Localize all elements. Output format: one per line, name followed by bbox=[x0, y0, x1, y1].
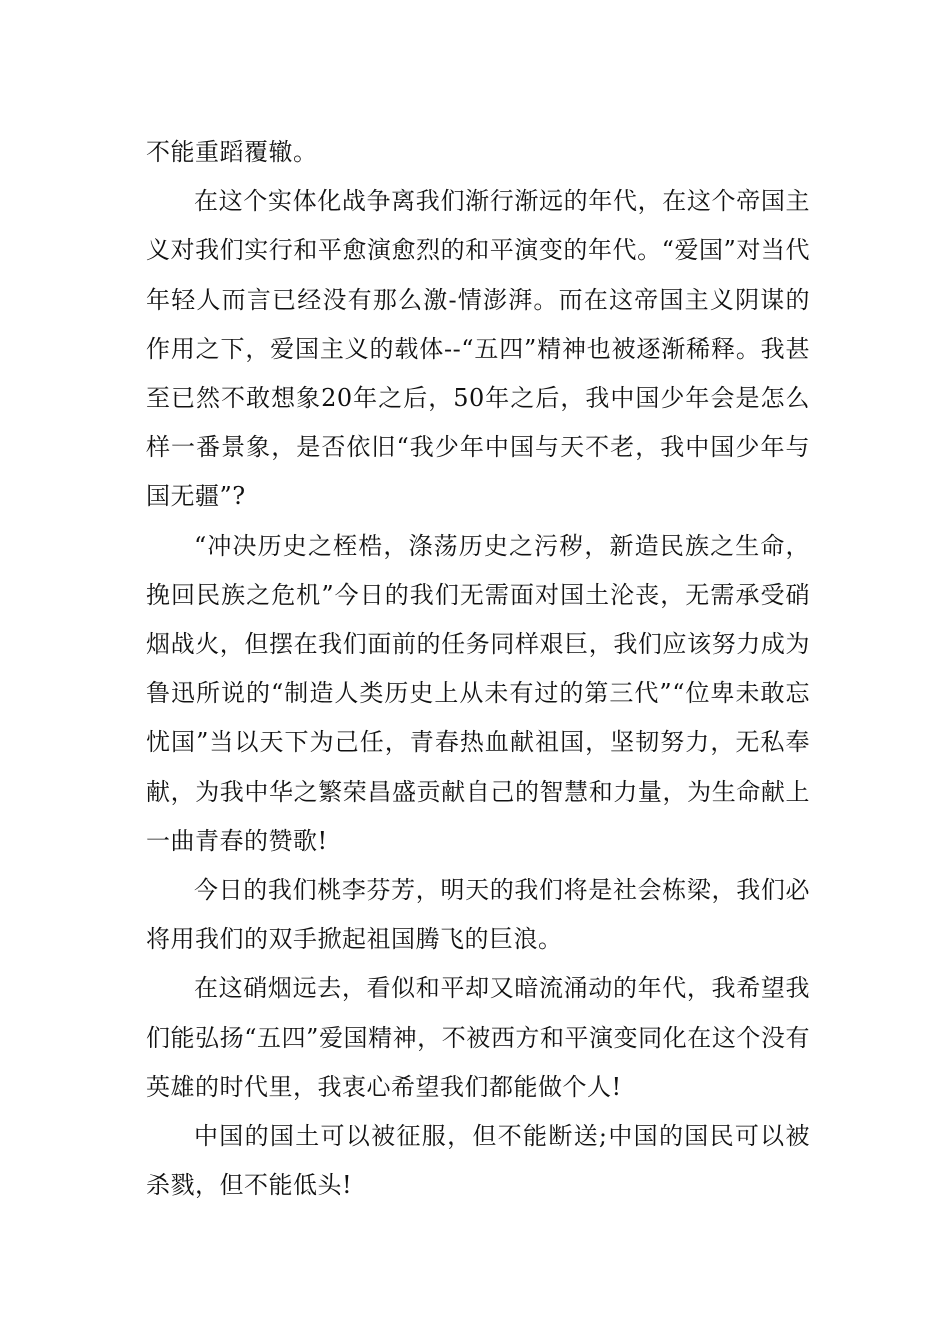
paragraph-closing: 中国的国土可以被征服，但不能断送;中国的国民可以被杀戮，但不能低头! bbox=[146, 1122, 810, 1200]
paragraph-future-pillars: 今日的我们桃李芬芳，明天的我们将是社会栋梁，我们必将用我们的双手掀起祖国腾飞的巨浪。 bbox=[146, 876, 810, 954]
document-body bbox=[146, 128, 810, 1210]
paragraph-break-shackles: “冲决历史之桎梏，涤荡历史之污秽，新造民族之生命，挽回民族之危机”今日的我们无需面对国土沦丧，无需承受硝烟战火，但摆在我们面前的任务同样艰巨，我们应该努力成为鲁迅所说的“制造人类历史上从未有过的第三代”“位卑未敢忘忧国”当以天下为己任，青春热血献祖国，坚韧努力，无私奉献，为我中华之繁荣昌盛贡献自己的智慧和力量，为生命献上一曲青春的赞歌! bbox=[146, 531, 810, 855]
paragraph-may-fourth-spirit: 在这硝烟远去，看似和平却又暗流涌动的年代，我希望我们能弘扬“五四”爱国精神，不被西方和平演变同化在这个没有英雄的时代里，我衷心希望我们都能做个人! bbox=[146, 974, 810, 1101]
paragraph-continuation: 不能重蹈覆辙。 bbox=[146, 138, 318, 166]
paragraph-peaceful-evolution: 在这个实体化战争离我们渐行渐远的年代，在这个帝国主义对我们实行和平愈演愈烈的和平演变的年代。“爱国”对当代年轻人而言已经没有那么激-情澎湃。而在这帝国主义阴谋的作用之下，爱国主义的载体--“五四”精神也被逐渐稀释。我甚至已然不敢想象20年之后，50年之后，我中国少年会是怎么样一番景象，是否依旧“我少年中国与天不老，我中国少年与国无疆”? bbox=[146, 187, 810, 511]
